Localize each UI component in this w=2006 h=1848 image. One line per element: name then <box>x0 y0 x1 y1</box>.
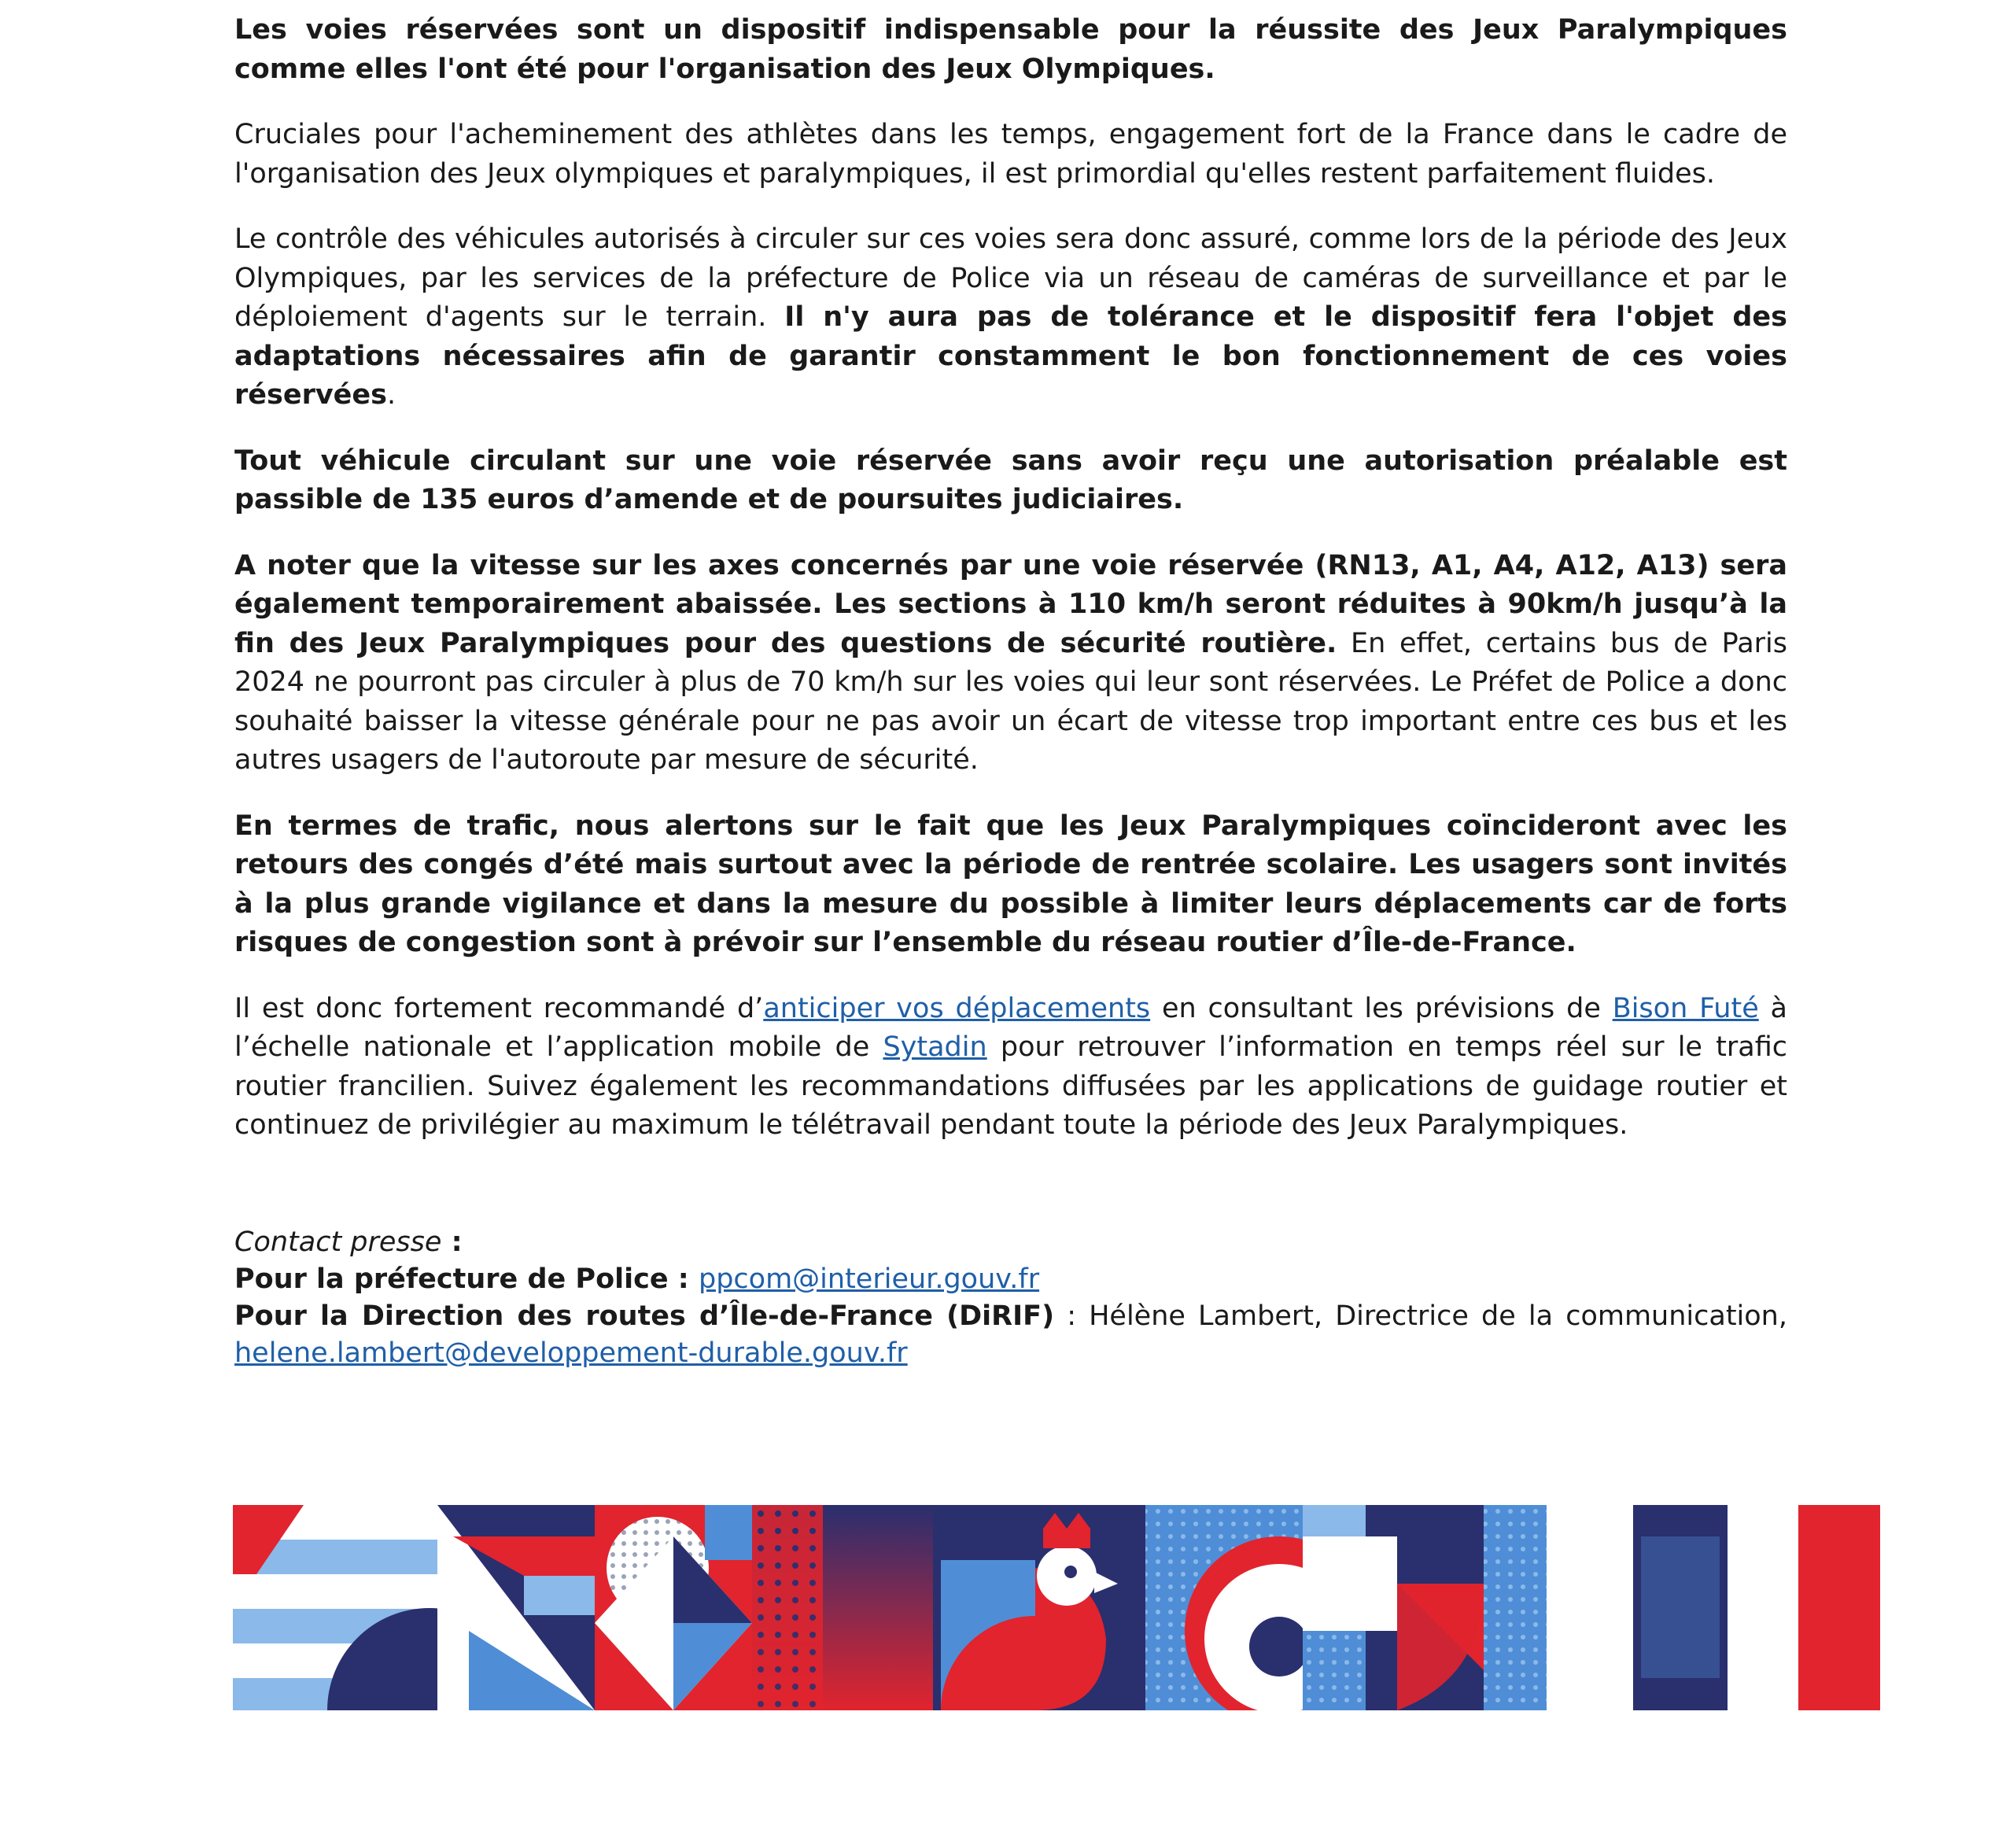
press-contact <box>234 1224 1787 1372</box>
sytadin-link[interactable]: Sytadin <box>883 1031 987 1063</box>
paragraph-5-emphasis: A noter que la vitesse sur les axes concernés par une voie réservée (RN13, A1, A4, A12, A13) sera également temporairement abaissée. Les sections à 110 km/h seront réduites à 90km/h jusqu’à la fin des Jeux Paralympiques pour des questions de sécurité routière. <box>234 549 1787 659</box>
bison-fute-link[interactable]: Bison Futé <box>1612 992 1759 1024</box>
contact-heading-line <box>234 1224 1787 1261</box>
paragraph-7 <box>234 990 1787 1145</box>
paragraph-4 <box>234 442 1787 520</box>
paragraph-6-text: En termes de trafic, nous alertons sur le fait que les Jeux Paralympiques coïncideront avec les retours des congés d’été mais surtout avec la période de rentrée scolaire. Les usagers sont invités à la plus grande vigilance et dans la mesure du possible à limiter leurs déplacements car de forts risques de congestion sont à prévoir sur l’ensemble du réseau routier d’Île-de-France. <box>234 810 1787 958</box>
paragraph-3-text: Le contrôle des véhicules autorisés à circuler sur ces voies sera donc assuré, comme lors de la période des Jeux Olympiques, par les services de la préfecture de Police via un réseau de caméras de surveillance et par le déploiement d'agents sur le terrain. <box>234 223 1787 333</box>
paragraph-5 <box>234 547 1787 780</box>
paragraph-2: Cruciales pour l'acheminement des athlètes dans les temps, engagement fort de la France dans le cadre de l'organisation des Jeux olympiques et paralympiques, il est primordial qu'elles restent parfaitement fluides. <box>234 119 1787 190</box>
paragraph-7-text-1: Il est donc fortement recommandé d’ <box>234 992 764 1024</box>
paragraph-3-end: . <box>386 379 396 411</box>
contact-dirif-label: Pour la Direction des routes d’Île-de-France (DiRIF) <box>234 1300 1055 1332</box>
paragraph-7-text-3: à l’échelle nationale et l’application mobile de <box>234 992 1787 1063</box>
banner-flag-segment <box>1484 1505 1880 1710</box>
paragraph-4-text: Tout véhicule circulant sur une voie réservée sans avoir reçu une autorisation préalable est passible de 135 euros d’amende et de poursuites judiciaires. <box>234 444 1787 515</box>
contact-dirif-line <box>234 1298 1787 1372</box>
paragraph-6 <box>234 807 1787 963</box>
banner-blocks-segment <box>1303 1505 1484 1710</box>
paragraph-5-text: En effet, certains bus de Paris 2024 ne pourront pas circuler à plus de 70 km/h sur les voies qui leur sont réservées. Le Préfet de Police a donc souhaité baisser la vitesse générale pour ne pas avoir un écart de vitesse trop important entre ces bus et les autres usagers de l'autoroute par mesure de sécurité. <box>234 627 1787 776</box>
rooster-illustration <box>933 1505 1145 1710</box>
paragraph-3 <box>234 220 1787 415</box>
anticiper-link[interactable]: anticiper vos déplacements <box>763 992 1151 1024</box>
dirif-email-link[interactable]: helene.lambert@developpement-durable.gouv.fr <box>234 1337 908 1369</box>
banner-diamond-segment <box>595 1505 752 1710</box>
contact-heading: Contact presse <box>234 1226 442 1258</box>
paragraph-7-text-4: pour retrouver l’information en temps réel sur le trafic routier francilien. Suivez également les recommandations diffusées par les applications de guidage routier et continuez de privilégier au maximum le télétravail pendant toute la période des Jeux Paralympiques. <box>234 1031 1787 1141</box>
banner-gradient-segment <box>752 1505 933 1710</box>
paragraph-1-text: Les voies réservées sont un dispositif indispensable pour la réussite des Jeux Paralympiques comme elles l'ont été pour l'organisation des Jeux Olympiques. <box>234 14 1787 85</box>
contact-dirif-text: : Hélène Lambert, Directrice de la communication, <box>1054 1300 1787 1332</box>
paragraph-7-text-2: en consultant les prévisions de <box>1150 992 1613 1024</box>
banner-triangles-segment <box>437 1505 595 1710</box>
paragraph-1 <box>234 11 1787 89</box>
paris-2024-decorative-banner <box>233 1505 1880 1710</box>
press-release-body <box>234 11 1787 1372</box>
prefecture-email-link[interactable]: ppcom@interieur.gouv.fr <box>698 1263 1040 1295</box>
contact-prefecture-line <box>234 1261 1787 1298</box>
contact-prefecture-label: Pour la préfecture de Police : <box>234 1263 699 1295</box>
contact-heading-colon: : <box>441 1226 463 1258</box>
paragraph-3-emphasis: Il n'y aura pas de tolérance et le dispositif fera l'objet des adaptations nécessaires afin de garantir constamment le bon fonctionnement de ces voies réservées <box>234 301 1787 411</box>
